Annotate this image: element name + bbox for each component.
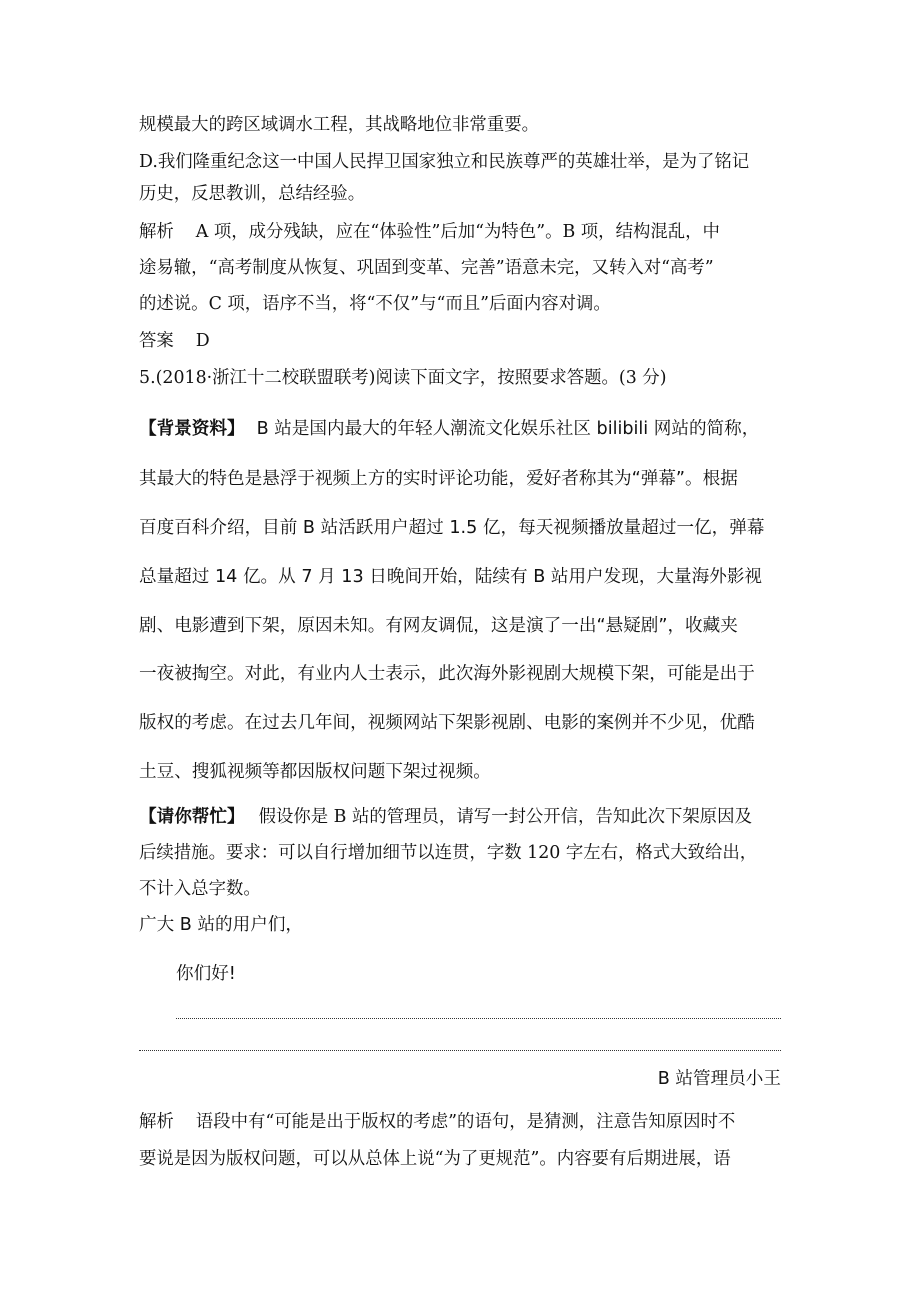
background-line: 剧、电影遭到下架，原因未知。有网友调侃，这是演了一出“悬疑剧”，收藏夹: [139, 616, 738, 636]
analysis-line: 途易辙，“高考制度从恢复、巩固到变革、完善”语意未完，又转入对“高考”: [139, 258, 714, 278]
background-line: 总量超过 14 亿。从 7 月 13 日晚间开始，陆续有 B 站用户发现，大量海外影视: [139, 567, 763, 587]
help-label: 【请你帮忙】: [139, 807, 245, 827]
option-d-line: D.我们隆重纪念这一中国人民捍卫国家独立和民族尊严的英雄壮举，是为了铭记: [139, 152, 750, 172]
analysis-text: [196, 219, 781, 245]
prev-text-line: 规模最大的跨区域调水工程，其战略地位非常重要。: [139, 115, 539, 135]
analysis-label: 解析: [139, 222, 174, 242]
background-line: 其最大的特色是悬浮于视频上方的实时评论功能，爱好者称其为“弹幕”。根据: [139, 469, 738, 489]
analysis-line: 要说是因为版权问题，可以从总体上说“为了更规范”。内容要有后期进展，语: [139, 1149, 731, 1169]
background-line: [139, 416, 759, 442]
background-line: 版权的考虑。在过去几年间，视频网站下架影视剧、电影的案例并不少见，优酷: [139, 713, 755, 733]
help-line: [139, 804, 752, 830]
help-line: 不计入总字数。: [139, 879, 261, 899]
background-label: 【背景资料】: [139, 419, 245, 439]
answer-value: D: [195, 331, 210, 351]
background-line: 土豆、搜狐视频等都因版权问题下架过视频。: [139, 762, 491, 782]
background-text: B 站是国内最大的年轻人潮流文化娱乐社区 bilibili 网站的简称，: [256, 419, 760, 439]
analysis-line: A 项，成分残缺，应在“体验性”后加“为特色”。B 项，结构混乱，中: [195, 222, 720, 242]
letter-signature: B 站管理员小王: [657, 1069, 781, 1089]
letter-salutation: 广大 B 站的用户们，: [139, 915, 304, 935]
answer-label: 答案: [139, 331, 174, 351]
help-line: 后续措施。要求：可以自行增加细节以连贯，字数 120 字左右，格式大致给出，: [139, 843, 758, 863]
answer-line: [139, 328, 210, 354]
analysis-label: 解析: [139, 1112, 174, 1132]
option-d-line: 历史，反思教训，总结经验。: [139, 184, 366, 204]
question-heading: 5.(2018·浙江十二校联盟联考)阅读下面文字，按照要求答题。(3 分): [139, 368, 667, 388]
dotted-answer-line: [139, 1050, 781, 1051]
help-text: 假设你是 B 站的管理员，请写一封公开信，告知此次下架原因及: [258, 807, 752, 827]
analysis-line: 的述说。C 项，语序不当，将“不仅”与“而且”后面内容对调。: [139, 294, 611, 314]
background-line: 一夜被掏空。对此，有业内人士表示，此次海外影视剧大规模下架，可能是出于: [139, 664, 755, 684]
analysis-paragraph: [139, 219, 781, 245]
analysis-line: [139, 1109, 735, 1135]
dotted-answer-line: [176, 1018, 781, 1019]
letter-greeting: 你们好!: [176, 964, 236, 984]
analysis-text: 语段中有“可能是出于版权的考虑”的语句，是猜测，注意告知原因时不: [195, 1112, 736, 1132]
background-line: 百度百科介绍，目前 B 站活跃用户超过 1.5 亿，每天视频播放量超过一亿，弹幕: [139, 518, 765, 538]
